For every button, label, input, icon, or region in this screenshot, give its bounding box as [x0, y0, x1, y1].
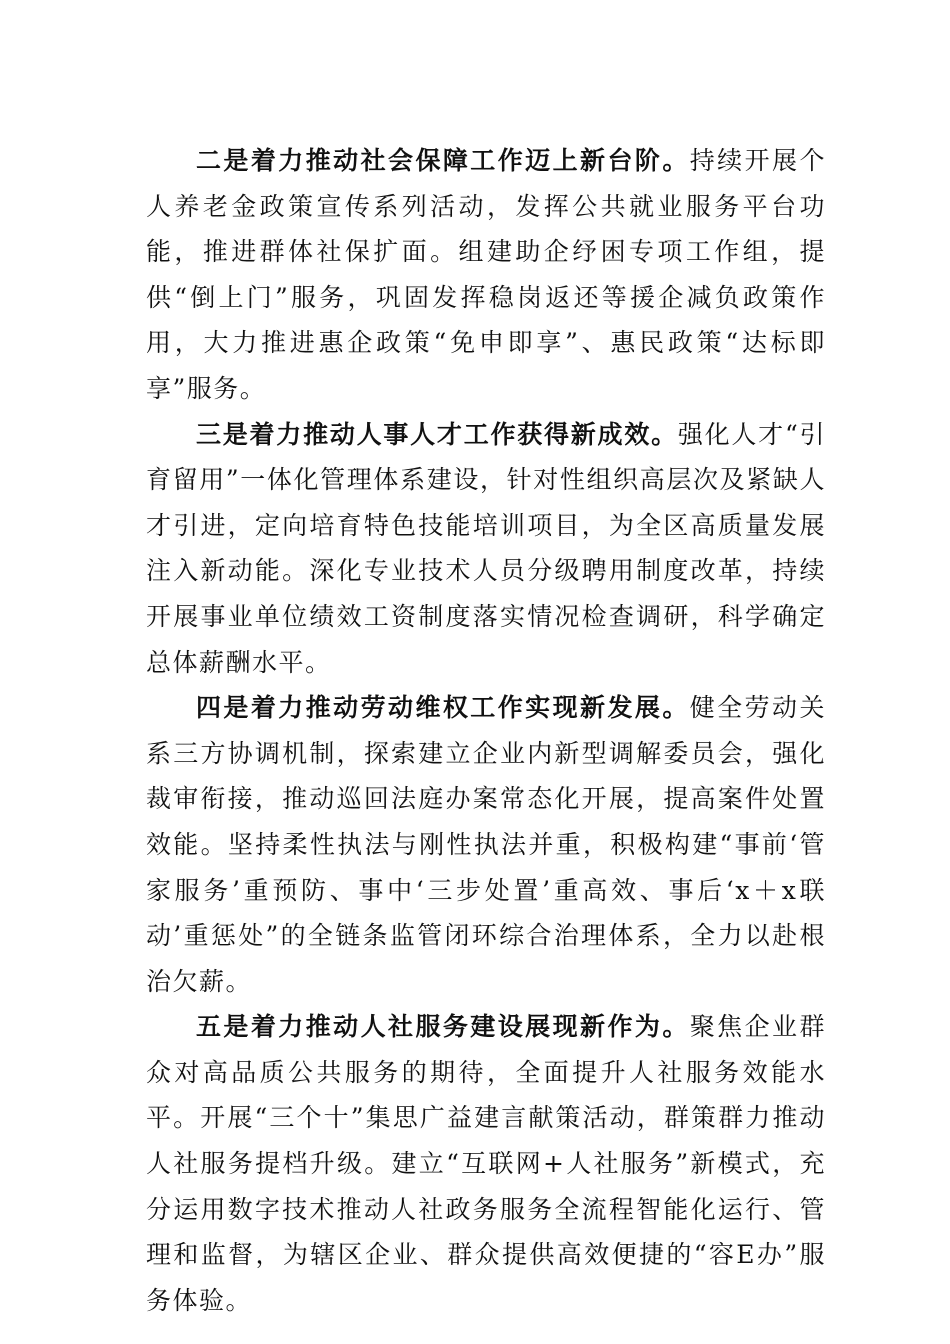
paragraph-text: 健全劳动关系三方协调机制，探索建立企业内新型调解委员会，强化裁审衔接，推动巡回法庭办案常态化开展，提高案件处置效能。坚持柔性执法与刚性执法并重，积极构建“事前‘管家服务’重预防、事中‘三步处置’重高效、事后‘x＋x联动’重惩处”的全链条监管闭环综合治理体系，全力以赴根治欠薪。 [146, 693, 826, 996]
document-body [146, 138, 826, 1323]
paragraph-social-security [146, 138, 826, 412]
paragraph-service-building [146, 1004, 826, 1323]
paragraph-heading: 四是着力推动劳动维权工作实现新发展。 [196, 693, 690, 723]
paragraph-heading: 五是着力推动人社服务建设展现新作为。 [196, 1012, 690, 1042]
paragraph-text: 强化人才“引育留用”一体化管理体系建设，针对性组织高层次及紧缺人才引进，定向培育特色技能培训项目，为全区高质量发展注入新动能。深化专业技术人员分级聘用制度改革，持续开展事业单位绩效工资制度落实情况检查调研，科学确定总体薪酬水平。 [146, 419, 826, 677]
paragraph-text: 聚焦企业群众对高品质公共服务的期待，全面提升人社服务效能水平。开展“三个十”集思广益建言献策活动，群策群力推动人社服务提档升级。建立“互联网+人社服务”新模式，充分运用数字技术推动人社政务服务全流程智能化运行、管理和监督，为辖区企业、群众提供高效便捷的“容E办”服务体验。 [146, 1012, 826, 1315]
paragraph-text: 持续开展个人养老金政策宣传系列活动，发挥公共就业服务平台功能，推进群体社保扩面。组建助企纾困专项工作组，提供“倒上门”服务，巩固发挥稳岗返还等援企减负政策作用，大力推进惠企政策“免申即享”、惠民政策“达标即享”服务。 [146, 146, 826, 403]
paragraph-heading: 二是着力推动社会保障工作迈上新台阶。 [196, 146, 690, 175]
paragraph-labor-rights [146, 685, 826, 1004]
paragraph-personnel-talent [146, 412, 826, 686]
paragraph-heading: 三是着力推动人事人才工作获得新成效。 [196, 419, 678, 449]
